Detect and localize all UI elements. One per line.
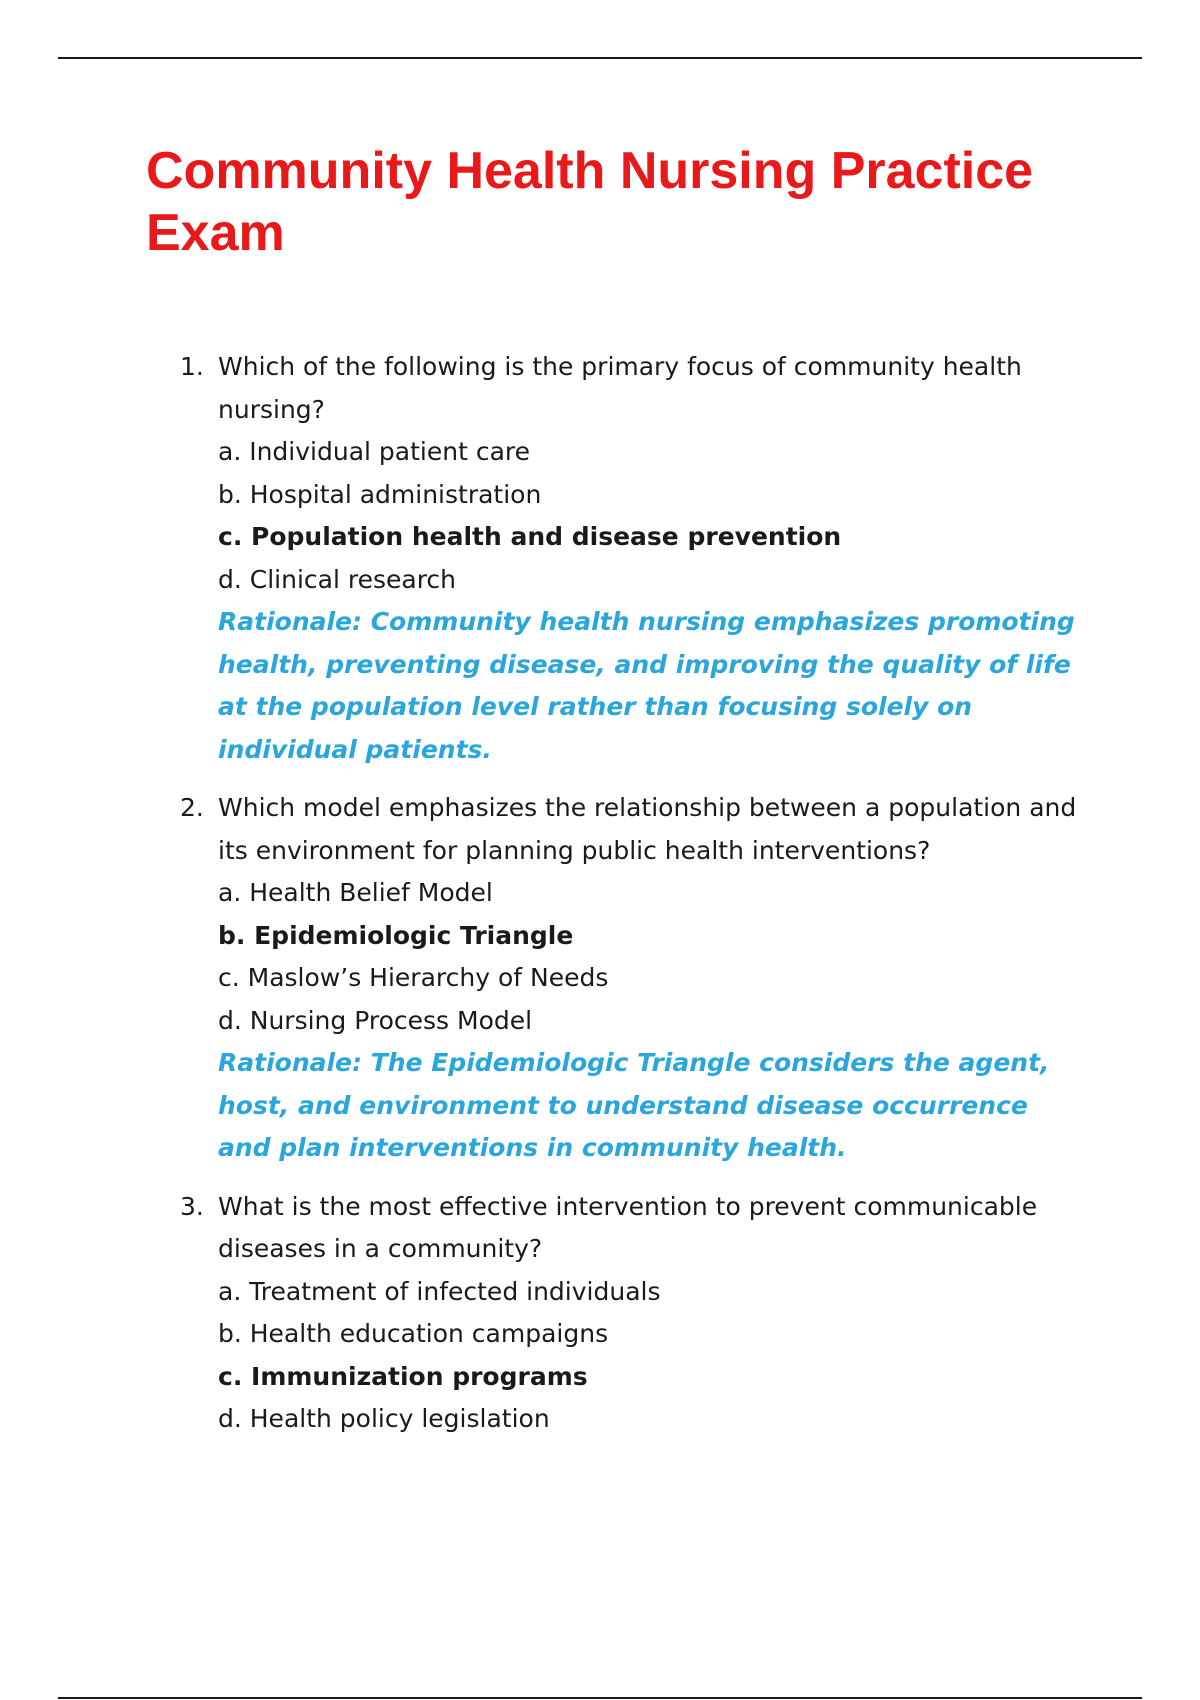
question-number: 1.	[180, 352, 204, 381]
option-c: c. Maslow’s Hierarchy of Needs	[218, 963, 609, 992]
question-number: 2.	[180, 793, 204, 822]
option-d: d. Health policy legislation	[218, 1404, 550, 1433]
page-title: Community Health Nursing Practice Exam	[146, 142, 1034, 262]
question-text: What is the most effective intervention to prevent communicable diseases in a community?	[218, 1191, 1038, 1263]
option-d: d. Nursing Process Model	[218, 1005, 533, 1035]
question-number: 3.	[180, 1191, 204, 1221]
question-2	[0, 787, 1088, 1170]
option-a: a. Individual patient care	[218, 437, 530, 466]
option-a: a. Health Belief Model	[218, 878, 493, 907]
question-3	[0, 1186, 1088, 1441]
rationale: Rationale: Community health nursing emphasizes promoting health, preventing disease, and improving the quality of life at the population level rather than focusing solely on individual patients.	[218, 607, 1075, 764]
option-a: a. Treatment of infected individuals	[218, 1276, 661, 1306]
rationale: Rationale: The Epidemiologic Triangle considers the agent, host, and environment to understand disease occurrence and plan interventions in community health.	[218, 1048, 1050, 1162]
question-1	[0, 346, 1088, 771]
question-list	[0, 346, 1200, 1441]
option-c-correct: c. Immunization programs	[218, 1361, 588, 1391]
option-b: b. Hospital administration	[218, 479, 542, 509]
top-divider	[58, 57, 1142, 59]
question-text: Which of the following is the primary focus of community health nursing?	[218, 352, 1022, 424]
option-c-correct: c. Population health and disease prevention	[218, 522, 842, 551]
question-text: Which model emphasizes the relationship between a population and its environment for planning public health interventions?	[218, 793, 1077, 865]
option-d: d. Clinical research	[218, 564, 457, 594]
bottom-divider	[58, 1697, 1142, 1699]
option-b: b. Health education campaigns	[218, 1319, 609, 1348]
option-b-correct: b. Epidemiologic Triangle	[218, 920, 574, 950]
